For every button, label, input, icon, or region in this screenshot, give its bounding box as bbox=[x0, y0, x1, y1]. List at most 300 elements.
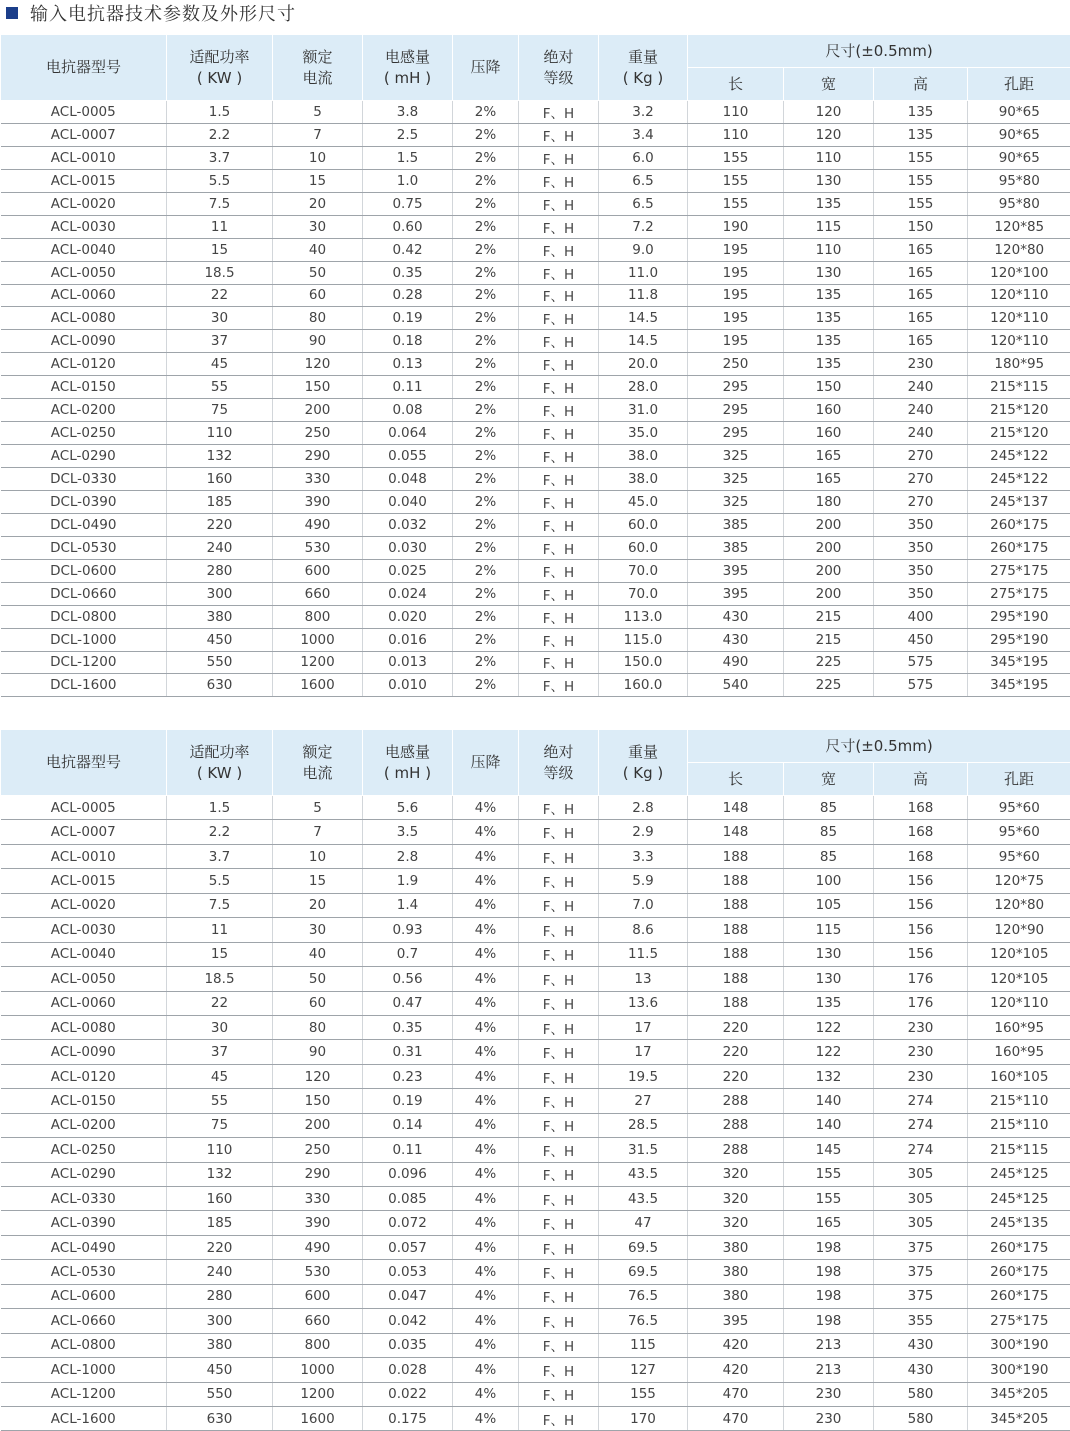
cell-voltage-drop: 4% bbox=[453, 1406, 519, 1430]
cell-length: 155 bbox=[688, 169, 784, 192]
cell-voltage-drop: 4% bbox=[453, 1162, 519, 1186]
table-row bbox=[1, 238, 1070, 261]
table-row bbox=[1, 215, 1070, 238]
cell-inductance: 3.8 bbox=[363, 101, 453, 124]
cell-current: 530 bbox=[273, 536, 363, 559]
cell-width: 165 bbox=[784, 1211, 874, 1235]
table-row bbox=[1, 261, 1070, 284]
heading-bullet-icon bbox=[6, 7, 18, 19]
cell-width: 200 bbox=[784, 513, 874, 536]
cell-weight: 13.6 bbox=[599, 991, 688, 1015]
table-row bbox=[1, 445, 1070, 468]
cell-insulation: F、H bbox=[519, 1211, 599, 1235]
cell-width: 145 bbox=[784, 1138, 874, 1162]
cell-width: 115 bbox=[784, 918, 874, 942]
header-dimensions: 尺寸(±0.5mm) bbox=[688, 35, 1070, 68]
cell-voltage-drop: 2% bbox=[453, 536, 519, 559]
cell-length: 380 bbox=[688, 1284, 784, 1308]
cell-inductance: 0.013 bbox=[363, 651, 453, 674]
cell-height: 450 bbox=[874, 628, 968, 651]
cell-power: 1.5 bbox=[167, 796, 273, 820]
cell-weight: 43.5 bbox=[599, 1162, 688, 1186]
table-row bbox=[1, 1406, 1070, 1430]
header-insulation-line2: 等级 bbox=[519, 763, 598, 784]
cell-current: 660 bbox=[273, 582, 363, 605]
header-voltage-drop: 压降 bbox=[453, 35, 519, 101]
cell-width: 160 bbox=[784, 422, 874, 445]
cell-voltage-drop: 4% bbox=[453, 967, 519, 991]
cell-length: 320 bbox=[688, 1187, 784, 1211]
cell-model: ACL-0040 bbox=[1, 942, 167, 966]
cell-width: 130 bbox=[784, 967, 874, 991]
cell-model: DCL-1200 bbox=[1, 651, 167, 674]
cell-length: 385 bbox=[688, 536, 784, 559]
cell-insulation: F、H bbox=[519, 1089, 599, 1113]
cell-voltage-drop: 2% bbox=[453, 445, 519, 468]
cell-power: 110 bbox=[167, 422, 273, 445]
cell-height: 305 bbox=[874, 1187, 968, 1211]
cell-insulation: F、H bbox=[519, 215, 599, 238]
cell-width: 122 bbox=[784, 1040, 874, 1064]
cell-length: 195 bbox=[688, 261, 784, 284]
cell-height: 350 bbox=[874, 582, 968, 605]
cell-power: 240 bbox=[167, 536, 273, 559]
cell-voltage-drop: 2% bbox=[453, 559, 519, 582]
table-row bbox=[1, 1187, 1070, 1211]
cell-weight: 2.9 bbox=[599, 820, 688, 844]
cell-height: 165 bbox=[874, 238, 968, 261]
cell-insulation: F、H bbox=[519, 238, 599, 261]
cell-insulation: F、H bbox=[519, 1040, 599, 1064]
header-model: 电抗器型号 bbox=[1, 730, 167, 796]
cell-insulation: F、H bbox=[519, 559, 599, 582]
cell-power: 37 bbox=[167, 1040, 273, 1064]
cell-power: 7.5 bbox=[167, 893, 273, 917]
cell-width: 120 bbox=[784, 101, 874, 124]
cell-current: 1000 bbox=[273, 628, 363, 651]
cell-power: 5.5 bbox=[167, 169, 273, 192]
cell-length: 220 bbox=[688, 1040, 784, 1064]
header-inductance bbox=[363, 730, 453, 796]
cell-height: 430 bbox=[874, 1333, 968, 1357]
cell-voltage-drop: 2% bbox=[453, 582, 519, 605]
cell-model: ACL-0080 bbox=[1, 1015, 167, 1039]
cell-height: 270 bbox=[874, 468, 968, 491]
cell-voltage-drop: 2% bbox=[453, 215, 519, 238]
cell-power: 1.5 bbox=[167, 101, 273, 124]
cell-width: 150 bbox=[784, 376, 874, 399]
table-row bbox=[1, 123, 1070, 146]
cell-height: 156 bbox=[874, 918, 968, 942]
cell-length: 295 bbox=[688, 422, 784, 445]
table-row bbox=[1, 169, 1070, 192]
cell-weight: 11.5 bbox=[599, 942, 688, 966]
cell-insulation: F、H bbox=[519, 918, 599, 942]
cell-length: 540 bbox=[688, 674, 784, 697]
cell-length: 325 bbox=[688, 468, 784, 491]
cell-inductance: 0.020 bbox=[363, 605, 453, 628]
cell-weight: 38.0 bbox=[599, 468, 688, 491]
cell-length: 188 bbox=[688, 918, 784, 942]
page-title: 输入电抗器技术参数及外形尺寸 bbox=[30, 0, 296, 26]
cell-inductance: 0.14 bbox=[363, 1113, 453, 1137]
cell-voltage-drop: 4% bbox=[453, 1333, 519, 1357]
cell-inductance: 0.064 bbox=[363, 422, 453, 445]
cell-length: 195 bbox=[688, 238, 784, 261]
cell-width: 165 bbox=[784, 468, 874, 491]
table-row bbox=[1, 536, 1070, 559]
cell-weight: 13 bbox=[599, 967, 688, 991]
table-row bbox=[1, 844, 1070, 868]
cell-insulation: F、H bbox=[519, 284, 599, 307]
table-row bbox=[1, 1309, 1070, 1333]
cell-inductance: 0.31 bbox=[363, 1040, 453, 1064]
cell-length: 325 bbox=[688, 490, 784, 513]
cell-voltage-drop: 2% bbox=[453, 123, 519, 146]
cell-power: 220 bbox=[167, 513, 273, 536]
cell-voltage-drop: 2% bbox=[453, 513, 519, 536]
cell-power: 300 bbox=[167, 582, 273, 605]
cell-width: 120 bbox=[784, 123, 874, 146]
cell-insulation: F、H bbox=[519, 261, 599, 284]
cell-height: 165 bbox=[874, 307, 968, 330]
header-weight bbox=[599, 35, 688, 101]
cell-weight: 76.5 bbox=[599, 1284, 688, 1308]
cell-inductance: 0.7 bbox=[363, 942, 453, 966]
cell-weight: 60.0 bbox=[599, 536, 688, 559]
table-row bbox=[1, 582, 1070, 605]
cell-height: 168 bbox=[874, 796, 968, 820]
cell-insulation: F、H bbox=[519, 1333, 599, 1357]
cell-length: 110 bbox=[688, 123, 784, 146]
table-row bbox=[1, 628, 1070, 651]
cell-insulation: F、H bbox=[519, 330, 599, 353]
cell-insulation: F、H bbox=[519, 628, 599, 651]
cell-power: 30 bbox=[167, 307, 273, 330]
cell-voltage-drop: 2% bbox=[453, 101, 519, 124]
cell-current: 80 bbox=[273, 1015, 363, 1039]
cell-hole-spacing: 215*115 bbox=[968, 1138, 1070, 1162]
cell-current: 40 bbox=[273, 942, 363, 966]
cell-current: 15 bbox=[273, 869, 363, 893]
cell-hole-spacing: 160*95 bbox=[968, 1015, 1070, 1039]
cell-insulation: F、H bbox=[519, 991, 599, 1015]
cell-power: 280 bbox=[167, 559, 273, 582]
cell-insulation: F、H bbox=[519, 844, 599, 868]
cell-height: 400 bbox=[874, 605, 968, 628]
cell-weight: 76.5 bbox=[599, 1309, 688, 1333]
cell-weight: 7.0 bbox=[599, 893, 688, 917]
cell-width: 215 bbox=[784, 605, 874, 628]
cell-weight: 160.0 bbox=[599, 674, 688, 697]
cell-voltage-drop: 2% bbox=[453, 238, 519, 261]
cell-current: 490 bbox=[273, 513, 363, 536]
cell-width: 130 bbox=[784, 169, 874, 192]
cell-hole-spacing: 345*205 bbox=[968, 1382, 1070, 1406]
cell-hole-spacing: 245*137 bbox=[968, 490, 1070, 513]
cell-model: ACL-0390 bbox=[1, 1211, 167, 1235]
cell-model: ACL-0290 bbox=[1, 445, 167, 468]
cell-voltage-drop: 4% bbox=[453, 1040, 519, 1064]
cell-weight: 6.5 bbox=[599, 169, 688, 192]
cell-model: ACL-0020 bbox=[1, 893, 167, 917]
cell-height: 168 bbox=[874, 844, 968, 868]
cell-height: 274 bbox=[874, 1089, 968, 1113]
cell-height: 240 bbox=[874, 376, 968, 399]
cell-length: 470 bbox=[688, 1406, 784, 1430]
cell-width: 132 bbox=[784, 1064, 874, 1088]
cell-hole-spacing: 120*80 bbox=[968, 893, 1070, 917]
cell-height: 230 bbox=[874, 1064, 968, 1088]
cell-insulation: F、H bbox=[519, 146, 599, 169]
cell-length: 380 bbox=[688, 1260, 784, 1284]
cell-length: 155 bbox=[688, 192, 784, 215]
table-row bbox=[1, 1333, 1070, 1357]
cell-hole-spacing: 345*205 bbox=[968, 1406, 1070, 1430]
table-row bbox=[1, 101, 1070, 124]
cell-voltage-drop: 2% bbox=[453, 169, 519, 192]
cell-model: ACL-0090 bbox=[1, 330, 167, 353]
cell-current: 1600 bbox=[273, 674, 363, 697]
cell-inductance: 0.19 bbox=[363, 307, 453, 330]
cell-current: 150 bbox=[273, 376, 363, 399]
table-row bbox=[1, 1235, 1070, 1259]
cell-inductance: 0.42 bbox=[363, 238, 453, 261]
cell-inductance: 0.035 bbox=[363, 1333, 453, 1357]
cell-hole-spacing: 95*80 bbox=[968, 169, 1070, 192]
cell-length: 188 bbox=[688, 942, 784, 966]
cell-hole-spacing: 120*75 bbox=[968, 869, 1070, 893]
cell-current: 7 bbox=[273, 820, 363, 844]
cell-current: 390 bbox=[273, 1211, 363, 1235]
cell-model: ACL-0120 bbox=[1, 353, 167, 376]
table-row bbox=[1, 674, 1070, 697]
cell-current: 60 bbox=[273, 991, 363, 1015]
cell-width: 200 bbox=[784, 559, 874, 582]
cell-length: 190 bbox=[688, 215, 784, 238]
cell-hole-spacing: 245*135 bbox=[968, 1211, 1070, 1235]
header-hole-spacing: 孔距 bbox=[968, 763, 1070, 796]
cell-weight: 127 bbox=[599, 1358, 688, 1382]
cell-width: 213 bbox=[784, 1333, 874, 1357]
cell-height: 156 bbox=[874, 869, 968, 893]
cell-length: 188 bbox=[688, 893, 784, 917]
cell-current: 390 bbox=[273, 490, 363, 513]
cell-model: DCL-0530 bbox=[1, 536, 167, 559]
table-row bbox=[1, 918, 1070, 942]
cell-width: 105 bbox=[784, 893, 874, 917]
cell-insulation: F、H bbox=[519, 490, 599, 513]
cell-width: 180 bbox=[784, 490, 874, 513]
cell-height: 350 bbox=[874, 559, 968, 582]
cell-hole-spacing: 345*195 bbox=[968, 674, 1070, 697]
cell-inductance: 0.096 bbox=[363, 1162, 453, 1186]
cell-inductance: 1.0 bbox=[363, 169, 453, 192]
cell-height: 575 bbox=[874, 674, 968, 697]
cell-width: 135 bbox=[784, 192, 874, 215]
cell-current: 120 bbox=[273, 353, 363, 376]
cell-power: 160 bbox=[167, 1187, 273, 1211]
cell-power: 2.2 bbox=[167, 123, 273, 146]
cell-model: ACL-0080 bbox=[1, 307, 167, 330]
cell-length: 320 bbox=[688, 1211, 784, 1235]
cell-insulation: F、H bbox=[519, 1113, 599, 1137]
header-insulation bbox=[519, 35, 599, 101]
table-row bbox=[1, 651, 1070, 674]
cell-inductance: 0.030 bbox=[363, 536, 453, 559]
cell-width: 225 bbox=[784, 674, 874, 697]
cell-current: 15 bbox=[273, 169, 363, 192]
header-weight bbox=[599, 730, 688, 796]
cell-model: ACL-1200 bbox=[1, 1382, 167, 1406]
cell-insulation: F、H bbox=[519, 123, 599, 146]
cell-voltage-drop: 4% bbox=[453, 1235, 519, 1259]
header-current-line1: 额定 bbox=[273, 47, 362, 68]
cell-power: 22 bbox=[167, 284, 273, 307]
cell-width: 115 bbox=[784, 215, 874, 238]
cell-model: ACL-0090 bbox=[1, 1040, 167, 1064]
header-current bbox=[273, 730, 363, 796]
cell-inductance: 2.8 bbox=[363, 844, 453, 868]
cell-width: 198 bbox=[784, 1309, 874, 1333]
cell-weight: 45.0 bbox=[599, 490, 688, 513]
cell-current: 120 bbox=[273, 1064, 363, 1088]
cell-width: 198 bbox=[784, 1235, 874, 1259]
header-length: 长 bbox=[688, 68, 784, 101]
cell-model: ACL-0030 bbox=[1, 215, 167, 238]
cell-hole-spacing: 275*175 bbox=[968, 1309, 1070, 1333]
cell-weight: 3.2 bbox=[599, 101, 688, 124]
cell-power: 450 bbox=[167, 628, 273, 651]
cell-insulation: F、H bbox=[519, 1235, 599, 1259]
cell-insulation: F、H bbox=[519, 820, 599, 844]
table-row bbox=[1, 1138, 1070, 1162]
table-body bbox=[1, 796, 1070, 1431]
cell-hole-spacing: 160*105 bbox=[968, 1064, 1070, 1088]
cell-length: 155 bbox=[688, 146, 784, 169]
cell-hole-spacing: 245*122 bbox=[968, 468, 1070, 491]
table-row bbox=[1, 869, 1070, 893]
cell-voltage-drop: 4% bbox=[453, 1382, 519, 1406]
cell-weight: 2.8 bbox=[599, 796, 688, 820]
cell-hole-spacing: 245*125 bbox=[968, 1187, 1070, 1211]
cell-weight: 38.0 bbox=[599, 445, 688, 468]
cell-insulation: F、H bbox=[519, 1162, 599, 1186]
cell-current: 20 bbox=[273, 893, 363, 917]
header-insulation bbox=[519, 730, 599, 796]
cell-model: ACL-0200 bbox=[1, 399, 167, 422]
cell-model: ACL-0030 bbox=[1, 918, 167, 942]
cell-power: 55 bbox=[167, 376, 273, 399]
cell-hole-spacing: 120*110 bbox=[968, 284, 1070, 307]
header-power bbox=[167, 35, 273, 101]
cell-power: 18.5 bbox=[167, 261, 273, 284]
cell-weight: 28.5 bbox=[599, 1113, 688, 1137]
cell-length: 250 bbox=[688, 353, 784, 376]
cell-insulation: F、H bbox=[519, 353, 599, 376]
cell-inductance: 0.19 bbox=[363, 1089, 453, 1113]
cell-model: ACL-0010 bbox=[1, 844, 167, 868]
header-height: 高 bbox=[874, 68, 968, 101]
cell-power: 380 bbox=[167, 605, 273, 628]
cell-model: DCL-0490 bbox=[1, 513, 167, 536]
cell-power: 220 bbox=[167, 1235, 273, 1259]
header-hole-spacing: 孔距 bbox=[968, 68, 1070, 101]
cell-model: ACL-0530 bbox=[1, 1260, 167, 1284]
header-length: 长 bbox=[688, 763, 784, 796]
cell-hole-spacing: 260*175 bbox=[968, 513, 1070, 536]
table-row bbox=[1, 967, 1070, 991]
table-row bbox=[1, 1260, 1070, 1284]
cell-weight: 5.9 bbox=[599, 869, 688, 893]
cell-current: 90 bbox=[273, 1040, 363, 1064]
cell-voltage-drop: 4% bbox=[453, 1309, 519, 1333]
cell-inductance: 0.56 bbox=[363, 967, 453, 991]
cell-length: 188 bbox=[688, 991, 784, 1015]
cell-current: 290 bbox=[273, 1162, 363, 1186]
cell-power: 37 bbox=[167, 330, 273, 353]
cell-inductance: 5.6 bbox=[363, 796, 453, 820]
cell-hole-spacing: 295*190 bbox=[968, 628, 1070, 651]
cell-insulation: F、H bbox=[519, 101, 599, 124]
cell-voltage-drop: 4% bbox=[453, 918, 519, 942]
table-header bbox=[1, 35, 1070, 101]
header-current bbox=[273, 35, 363, 101]
cell-width: 135 bbox=[784, 284, 874, 307]
cell-hole-spacing: 245*125 bbox=[968, 1162, 1070, 1186]
cell-power: 30 bbox=[167, 1015, 273, 1039]
header-power-unit: ( KW ) bbox=[167, 763, 272, 784]
cell-inductance: 0.057 bbox=[363, 1235, 453, 1259]
table-row bbox=[1, 1040, 1070, 1064]
cell-inductance: 0.175 bbox=[363, 1406, 453, 1430]
cell-voltage-drop: 2% bbox=[453, 468, 519, 491]
cell-hole-spacing: 215*110 bbox=[968, 1113, 1070, 1137]
header-weight-unit: ( Kg ) bbox=[599, 763, 687, 784]
table-row bbox=[1, 796, 1070, 820]
cell-length: 288 bbox=[688, 1089, 784, 1113]
cell-weight: 28.0 bbox=[599, 376, 688, 399]
cell-width: 122 bbox=[784, 1015, 874, 1039]
cell-inductance: 0.025 bbox=[363, 559, 453, 582]
cell-height: 274 bbox=[874, 1113, 968, 1137]
cell-width: 130 bbox=[784, 942, 874, 966]
cell-power: 11 bbox=[167, 215, 273, 238]
table-row bbox=[1, 1015, 1070, 1039]
header-insulation-line1: 绝对 bbox=[519, 742, 598, 763]
cell-height: 305 bbox=[874, 1211, 968, 1235]
cell-weight: 70.0 bbox=[599, 559, 688, 582]
cell-width: 198 bbox=[784, 1260, 874, 1284]
cell-voltage-drop: 2% bbox=[453, 192, 519, 215]
table-row bbox=[1, 1211, 1070, 1235]
cell-insulation: F、H bbox=[519, 674, 599, 697]
cell-insulation: F、H bbox=[519, 893, 599, 917]
cell-width: 140 bbox=[784, 1089, 874, 1113]
cell-model: ACL-0490 bbox=[1, 1235, 167, 1259]
cell-width: 85 bbox=[784, 796, 874, 820]
table-row bbox=[1, 1089, 1070, 1113]
cell-height: 135 bbox=[874, 123, 968, 146]
cell-voltage-drop: 2% bbox=[453, 330, 519, 353]
cell-width: 155 bbox=[784, 1162, 874, 1186]
cell-power: 280 bbox=[167, 1284, 273, 1308]
cell-model: ACL-0150 bbox=[1, 376, 167, 399]
cell-inductance: 0.040 bbox=[363, 490, 453, 513]
cell-inductance: 0.053 bbox=[363, 1260, 453, 1284]
cell-power: 2.2 bbox=[167, 820, 273, 844]
cell-model: ACL-1600 bbox=[1, 1406, 167, 1430]
